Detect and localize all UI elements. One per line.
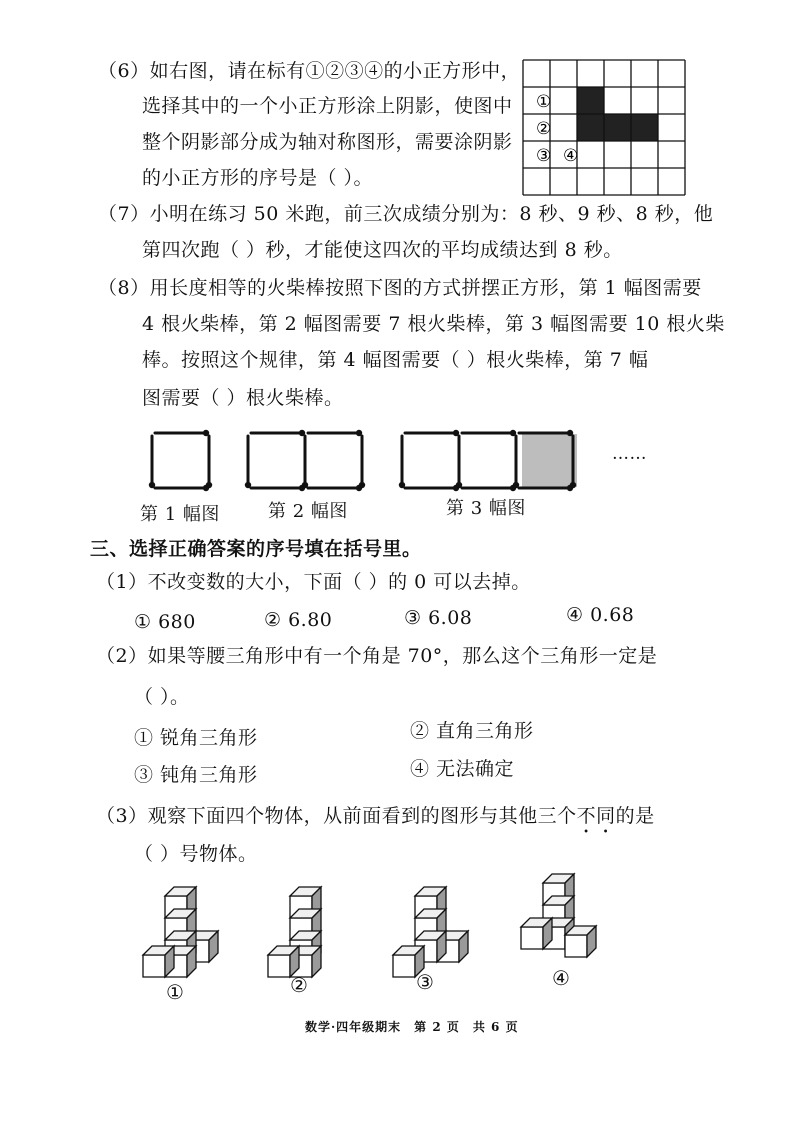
cube: [143, 946, 174, 977]
fig-label-2: 第 2 幅图: [268, 501, 348, 522]
ellipsis: ……: [612, 444, 647, 464]
object-label-2: ②: [290, 973, 309, 997]
matchstick-head: [513, 482, 519, 488]
matchstick-head: [302, 482, 308, 488]
matchstick-head: [399, 482, 405, 488]
c2-option-2: ② 直角三角形: [410, 720, 534, 742]
c1-option-4: ④ 0.68: [566, 604, 635, 626]
shaded-cell: [631, 114, 658, 141]
section-3-title: 三、选择正确答案的序号填在括号里。: [90, 538, 422, 560]
c2-stem: （2）如果等腰三角形中有一个角是 70°，那么这个三角形一定是: [96, 645, 658, 667]
c2-option-3: ③ 钝角三角形: [134, 764, 258, 786]
q8-line4: 图需要（ ）根火柴棒。: [142, 387, 344, 409]
page-footer: 数学·四年级期末 第 2 页 共 6 页: [305, 1020, 519, 1034]
c3-stem: [96, 805, 655, 838]
cube: [565, 926, 596, 957]
c3-stem-a: （3）观察下面四个物体，从前面看到的图形与其他三个: [96, 805, 577, 827]
matchstick-head: [203, 430, 209, 436]
matchstick-head: [299, 430, 305, 436]
c1-option-3: ③ 6.08: [404, 607, 473, 629]
q6-line4: 的小正方形的序号是（ ）。: [142, 167, 374, 189]
q6-line3: 整个阴影部分成为轴对称图形，需要涂阴影: [142, 131, 513, 153]
shaded-cell: [577, 114, 604, 141]
c3-blank: （ ）号物体。: [134, 843, 258, 865]
q6-line2: 选择其中的一个小正方形涂上阴影，使图中: [142, 95, 513, 117]
grid-label-1: ①: [536, 92, 552, 112]
shaded-cell: [577, 87, 604, 114]
c1-stem: （1）不改变数的大小，下面（ ）的 0 可以去掉。: [96, 571, 531, 593]
matchstick-head: [206, 482, 212, 488]
object-label-4: ④: [552, 966, 571, 990]
c2-option-4: ④ 无法确定: [410, 758, 515, 780]
grid-label-4: ④: [563, 146, 579, 166]
q6-line1: （6）如右图，请在标有①②③④的小正方形中，: [98, 60, 521, 82]
c3-stem-b: 的是: [615, 805, 655, 827]
c2-option-1: ① 锐角三角形: [134, 727, 258, 749]
c1-option-2: ② 6.80: [264, 609, 333, 631]
matchstick-head: [359, 482, 365, 488]
matchstick-figures: [140, 425, 740, 505]
c1-option-1: ① 680: [134, 611, 196, 633]
matchstick-head: [567, 430, 573, 436]
matchstick-head: [510, 430, 516, 436]
fig-label-3: 第 3 幅图: [446, 498, 526, 519]
matchstick-head: [356, 430, 362, 436]
cube: [521, 918, 552, 949]
figure3-shaded-square: [522, 434, 577, 487]
matchstick-head: [453, 430, 459, 436]
matchstick-head: [570, 482, 576, 488]
cube-objects: [135, 855, 615, 985]
q8-line3: 棒。按照这个规律，第 4 幅图需要（ ）根火柴棒，第 7 幅: [142, 349, 649, 371]
shaded-cell: [604, 114, 631, 141]
grid-label-3: ③: [536, 146, 552, 166]
c3-stem-emphasis: 不同: [576, 805, 616, 827]
object-label-3: ③: [416, 970, 435, 994]
fig-label-1: 第 1 幅图: [140, 504, 220, 525]
q7-line1: （7）小明在练习 50 米跑，前三次成绩分别为：8 秒、9 秒、8 秒，他: [98, 203, 714, 225]
q8-line2: 4 根火柴棒，第 2 幅图需要 7 根火柴棒，第 3 幅图需要 10 根火柴: [142, 313, 725, 335]
matchstick-head: [245, 482, 251, 488]
object-label-1: ①: [166, 980, 185, 1004]
matchstick-head: [149, 482, 155, 488]
q7-line2: 第四次跑（ ）秒，才能使这四次的平均成绩达到 8 秒。: [142, 239, 623, 261]
q6-grid-figure: [523, 60, 693, 200]
matchstick-head: [456, 482, 462, 488]
grid-label-2: ②: [536, 119, 552, 139]
c2-blank: （ ）。: [134, 686, 190, 708]
q8-line1: （8）用长度相等的火柴棒按照下图的方式拼摆正方形，第 1 幅图需要: [98, 277, 702, 299]
